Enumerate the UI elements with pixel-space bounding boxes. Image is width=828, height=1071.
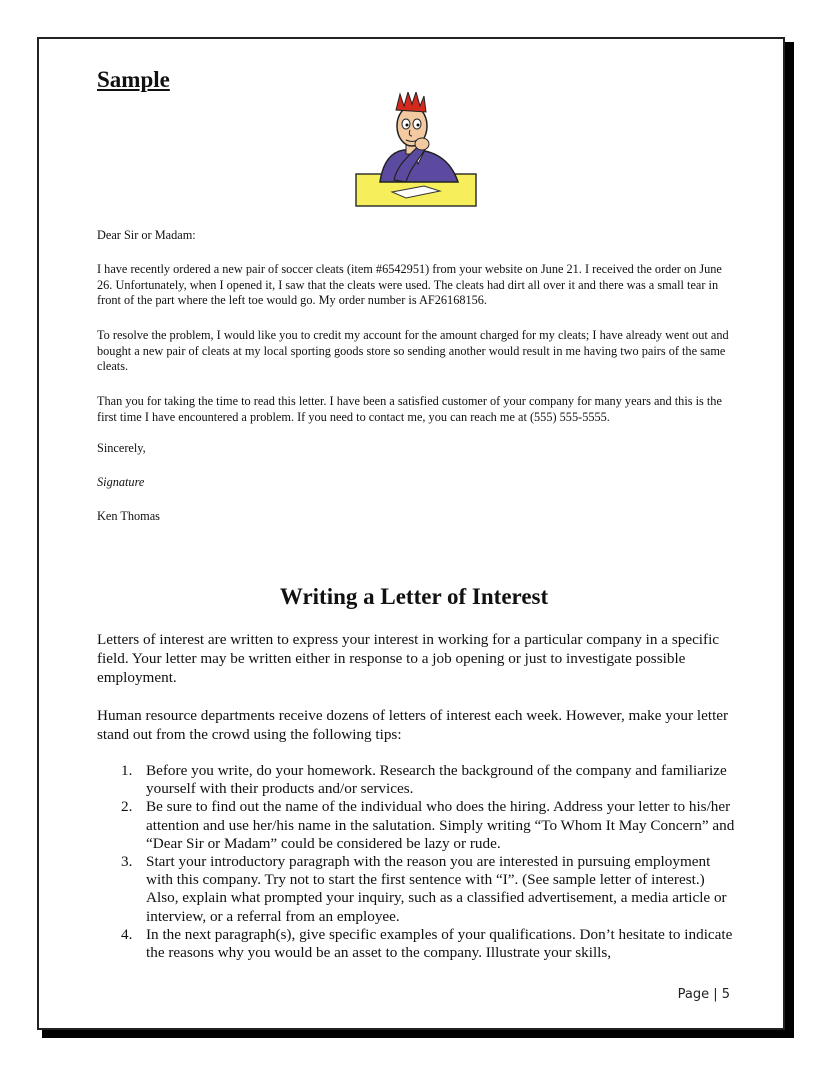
tip-text: Start your introductory paragraph with the reason you are interested in pursuing employment with this company. Try not to start the first sentence with “I”. (See sample letter of interest.) Also, explain what prompted your inquiry, such as a classified advertisement, a media article or interview, or a referral from an employee. xyxy=(146,853,727,925)
letter-paragraph: I have recently ordered a new pair of soccer cleats (item #6542951) from your website on June 21. I received the order on June 26. Unfortunately, when I opened it, I saw that the cleats were used. The cleats had dirt all over it and there was a small tear in front of the part where the left toe would go. My order number is AF26168156. xyxy=(97,262,722,307)
tip-number: 4. xyxy=(121,925,133,943)
tip-number: 1. xyxy=(121,762,133,779)
body-paragraph: Human resource departments receive dozens of letters of interest each week. However, make your letter stand out from the crowd using the following tips: xyxy=(97,707,729,743)
tip-item xyxy=(97,762,737,798)
tip-item xyxy=(97,926,737,962)
tip-number: 2. xyxy=(121,798,133,816)
letter-paragraph: To resolve the problem, I would like you to credit my account for the amount charged for my cleats; I have already went out and bought a new pair of cleats at my local sporting goods store so sending another would result in me having two pairs of the same cleats. xyxy=(97,328,729,373)
letter-salutation: Dear Sir or Madam: xyxy=(97,228,196,242)
tip-number: 3. xyxy=(121,853,133,871)
letter-sender-name: Ken Thomas xyxy=(97,509,160,523)
tip-text: In the next paragraph(s), give specific examples of your qualifications. Don’t hesitate to indicate the reasons why you would be an asset to the company. Illustrate your skills, xyxy=(146,925,733,962)
tip-text: Be sure to find out the name of the individual who does the hiring. Address your letter to his/her attention and use her/his name in the salutation. Simply writing “To Whom It May Concern” and “Dear Sir or Madam” could be considered be lazy or rude. xyxy=(146,798,735,852)
body-paragraph: Letters of interest are written to express your interest in working for a particular company in a specific field. Your letter may be written either in response to a job opening or just to investigate possible employment. xyxy=(97,631,720,686)
tip-text: Before you write, do your homework. Research the background of the company and familiarize yourself with their products and/or services. xyxy=(146,762,727,798)
tips-list xyxy=(97,762,737,962)
letter-paragraph: Than you for taking the time to read this letter. I have been a satisfied customer of your company for many years and this is the first time I have encountered a problem. If you need to contact me, you can reach me at (555) 555-5555. xyxy=(97,394,722,424)
page-title: Writing a Letter of Interest xyxy=(279,584,549,609)
thinking-man-clipart-icon xyxy=(354,92,478,210)
section-heading: Sample xyxy=(97,67,170,92)
tip-item xyxy=(97,853,737,926)
page-number: Page | 5 xyxy=(677,987,730,1002)
letter-closing: Sincerely, xyxy=(97,441,146,455)
letter-signature: Signature xyxy=(97,475,145,489)
tip-item xyxy=(97,798,737,853)
